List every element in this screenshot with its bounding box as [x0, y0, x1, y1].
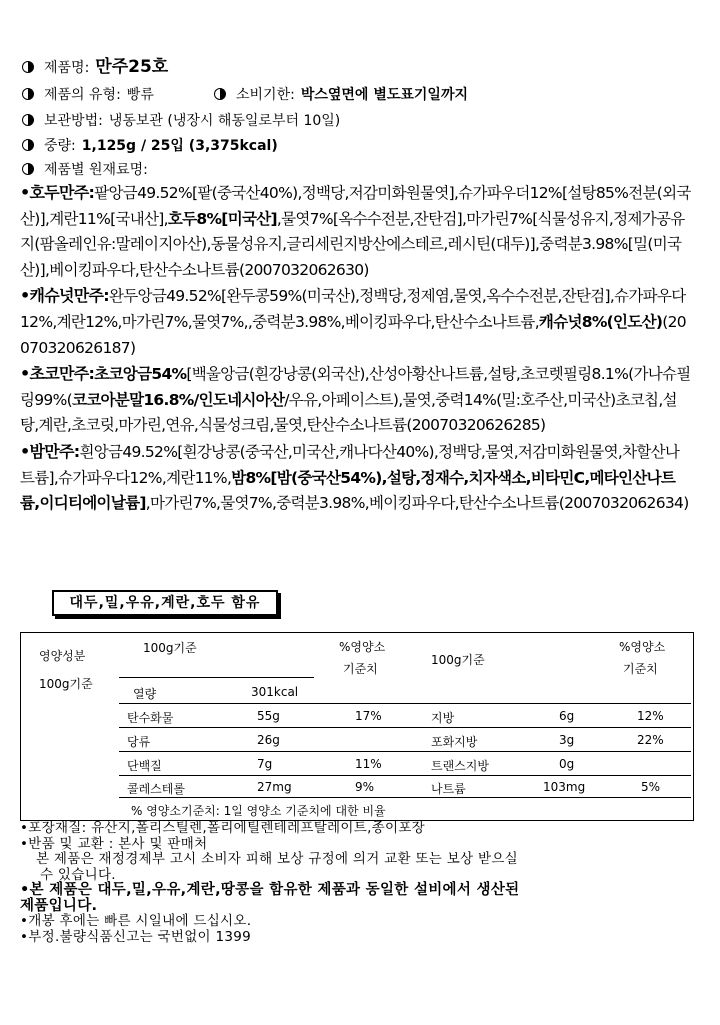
nutrient-amount: 55g: [257, 709, 280, 723]
nutrient-percent: 9%: [355, 780, 375, 794]
storage-value: 냉동보관 (냉장시 해동일로부터 10일): [108, 113, 341, 129]
ingredient-highlight: 초코앙금54%: [94, 365, 187, 384]
exchange-note: •반품 및 교환 : 본사 및 판매처: [20, 835, 208, 852]
product-name-line: [22, 52, 168, 77]
ingredient-choco: [20, 361, 692, 439]
nutrient-percent: 11%: [355, 757, 382, 771]
nutrient-name: 단백질: [127, 759, 162, 773]
nutrition-footnote: % 영양소기준치: 1일 영양소 기준치에 대한 비율: [131, 804, 386, 818]
ingredient-name: 초코만주:: [29, 364, 95, 384]
divider: [119, 775, 691, 776]
after-open-note: •개봉 후에는 빠른 시일내에 드십시오.: [20, 913, 252, 929]
nutrient-name: 트랜스지방: [431, 759, 489, 773]
ingredient-name: 캐슈넛만주:: [29, 286, 110, 306]
nutrient-amount: 6g: [559, 709, 575, 723]
nutrient-name: 지방: [431, 711, 455, 725]
ingredient-text: 흰앙금49.52%[흰강낭콩(중국산,미국산,캐나다산40%),정백당,물엿,저감미화원물엿,차할산나트륨],슈가파우다12%,계란11%,: [20, 442, 680, 487]
bullet: •: [20, 441, 30, 461]
divider: [119, 677, 314, 678]
half-circle-bullet-icon: [22, 88, 34, 100]
nutrient-percent: 22%: [637, 733, 664, 747]
product-type-value: 빵류: [126, 87, 154, 103]
nutrient-amount: 0g: [559, 757, 575, 771]
nutrient-amount: 103mg: [543, 780, 586, 794]
column-basis: 100g기준: [431, 653, 485, 667]
ingredient-chestnut: [20, 439, 692, 517]
nutrient-name: 당류: [127, 735, 151, 749]
nutrient-name: 나트륨: [431, 782, 466, 796]
report-note: •부정.불량식품신고는 국번없이 1399: [20, 928, 252, 945]
ingredient-highlight: 코코아분말16.8%/인도네시아산: [71, 390, 285, 409]
nutrient-name: 포화지방: [431, 735, 478, 749]
facility-note: •본 제품은 대두,밀,우유,계란,땅콩을 함유한 제품과 동일한 설비에서 생산된: [20, 882, 520, 898]
ingredient-highlight: 캐슈넛8%(인도산): [538, 312, 663, 331]
bullet: •: [20, 183, 30, 202]
exchange-detail: 본 제품은 재정경제부 고시 소비자 피해 보상 규정에 의거 교환 또는 보상 받으실: [36, 851, 519, 867]
expiry-value: 박스옆면에 별도표기일까지: [300, 87, 468, 103]
nutrient-name: 콜레스테롤: [127, 782, 185, 796]
ingredient-text: ,물엿7%[옥수수전분,잔탄검],마가린7%[식물성유지,정제가공유지(팜올레인유:말레이지아산),동물성유지,글리세린지방산에스테르,레시틴(대두)],중력분3.98%[밀(미국산)],베이킹파우다,탄산수소나트륨(2007032062630): [20, 209, 685, 279]
calories-value: 301kcal: [251, 685, 299, 699]
ingredient-text: /우유,아페이스트),물엿,중력14%(밀:호주산,미국산)초코칩,설탕,계란,초코릿,마가린,연유,식물성크림,물엿,탄산수소나트륨(20070320626285): [20, 390, 677, 435]
column-daily-value-sub: 기준치: [343, 662, 378, 676]
storage-label: 보관방법:: [44, 113, 103, 129]
expiry-line: [214, 84, 468, 104]
half-circle-bullet-icon: [22, 163, 34, 175]
column-daily-value: %영양소: [339, 640, 386, 654]
weight-value: 1,125g / 25입 (3,375kcal): [81, 138, 278, 154]
nutrition-basis: 100g기준: [39, 677, 93, 691]
ingredient-highlight: 호두8%[미국산]: [167, 209, 277, 228]
ingredient-text: ,마가린7%,물엿7%,중력분3.98%,베이킹파우다,탄산수소나트륨(2007032062634): [145, 494, 689, 513]
product-type-line: [22, 84, 154, 104]
nutrient-percent: 12%: [637, 709, 664, 723]
nutrient-amount: 3g: [559, 733, 575, 747]
product-name: 만주25호: [95, 57, 169, 77]
bullet: •: [20, 286, 30, 306]
nutrient-name: 탄수화물: [127, 711, 174, 725]
nutrient-amount: 27mg: [257, 780, 292, 794]
ingredient-cashew: [20, 283, 692, 361]
ingredient-text: 완두앙금49.52%[완두콩59%(미국산),정백당,정제염,물엿,옥수수전분,잔탄검],슈가파우다12%,계란12%,마가린7%,물엿7%,,중력분3.98%,베이킹파우다,탄산수소나트륨,: [20, 287, 686, 331]
divider: [119, 751, 691, 752]
divider: [119, 703, 691, 704]
half-circle-bullet-icon: [22, 139, 34, 151]
exchange-detail-cont: 수 있습니다.: [40, 866, 116, 883]
ingredients-list: [20, 180, 692, 517]
allergen-notice: 대두,밀,우유,계란,호두 함유: [52, 590, 278, 616]
ingredient-text: (20070320626187): [20, 312, 686, 357]
bullet: •: [20, 364, 30, 384]
ingredient-text: 팥앙금49.52%[팥(중국산40%),정백당,저감미화원물엿],슈가파우더12%[설탕85%전분(외국산)],계란11%[국내산],: [20, 184, 691, 228]
packaging-note: •포장재질: 유산지,폴리스틸렌,폴리에틸렌테레프탈레이트,종이포장: [20, 820, 426, 836]
product-name-label: 제품명:: [44, 60, 90, 76]
ingredient-walnut: [20, 180, 692, 283]
half-circle-bullet-icon: [22, 61, 34, 73]
product-type-label: 제품의 유형:: [44, 87, 121, 103]
divider: [119, 797, 691, 798]
ingredient-text: [백울앙금(흰강낭콩(외국산),산성아황산나트륨,설탕,초코렛필링8.1%(가나슈필링99%(: [20, 365, 691, 409]
nutrition-title: 영양성분: [39, 649, 86, 663]
column-basis: 100g기준: [143, 641, 197, 655]
ingredient-name: 밤만주:: [29, 441, 80, 461]
ingredients-label-line: [22, 159, 148, 179]
half-circle-bullet-icon: [22, 114, 34, 126]
nutrient-amount: 7g: [257, 757, 273, 771]
storage-line: [22, 110, 340, 130]
column-daily-value-sub: 기준치: [623, 662, 658, 676]
nutrition-table: [20, 632, 694, 821]
ingredient-highlight: 밤8%[밤(중국산54%),설탕,정재수,치자색소,비타민C,메타인산나트륨,이디티에이날륨]: [20, 468, 676, 513]
expiry-label: 소비기한:: [236, 87, 295, 103]
weight-label: 중량:: [44, 138, 76, 154]
divider: [119, 727, 691, 728]
nutrient-percent: 17%: [355, 709, 382, 723]
ingredients-label: 제품별 원재료명:: [44, 162, 148, 178]
weight-line: [22, 135, 278, 155]
column-daily-value: %영양소: [619, 640, 666, 654]
half-circle-bullet-icon: [214, 88, 226, 100]
calories-label: 열량: [133, 687, 157, 701]
facility-note-cont: 제품입니다.: [20, 897, 98, 914]
nutrient-amount: 26g: [257, 733, 280, 747]
notes-section: [20, 821, 700, 945]
ingredient-name: 호두만주:: [29, 183, 95, 202]
nutrient-percent: 5%: [641, 780, 661, 794]
